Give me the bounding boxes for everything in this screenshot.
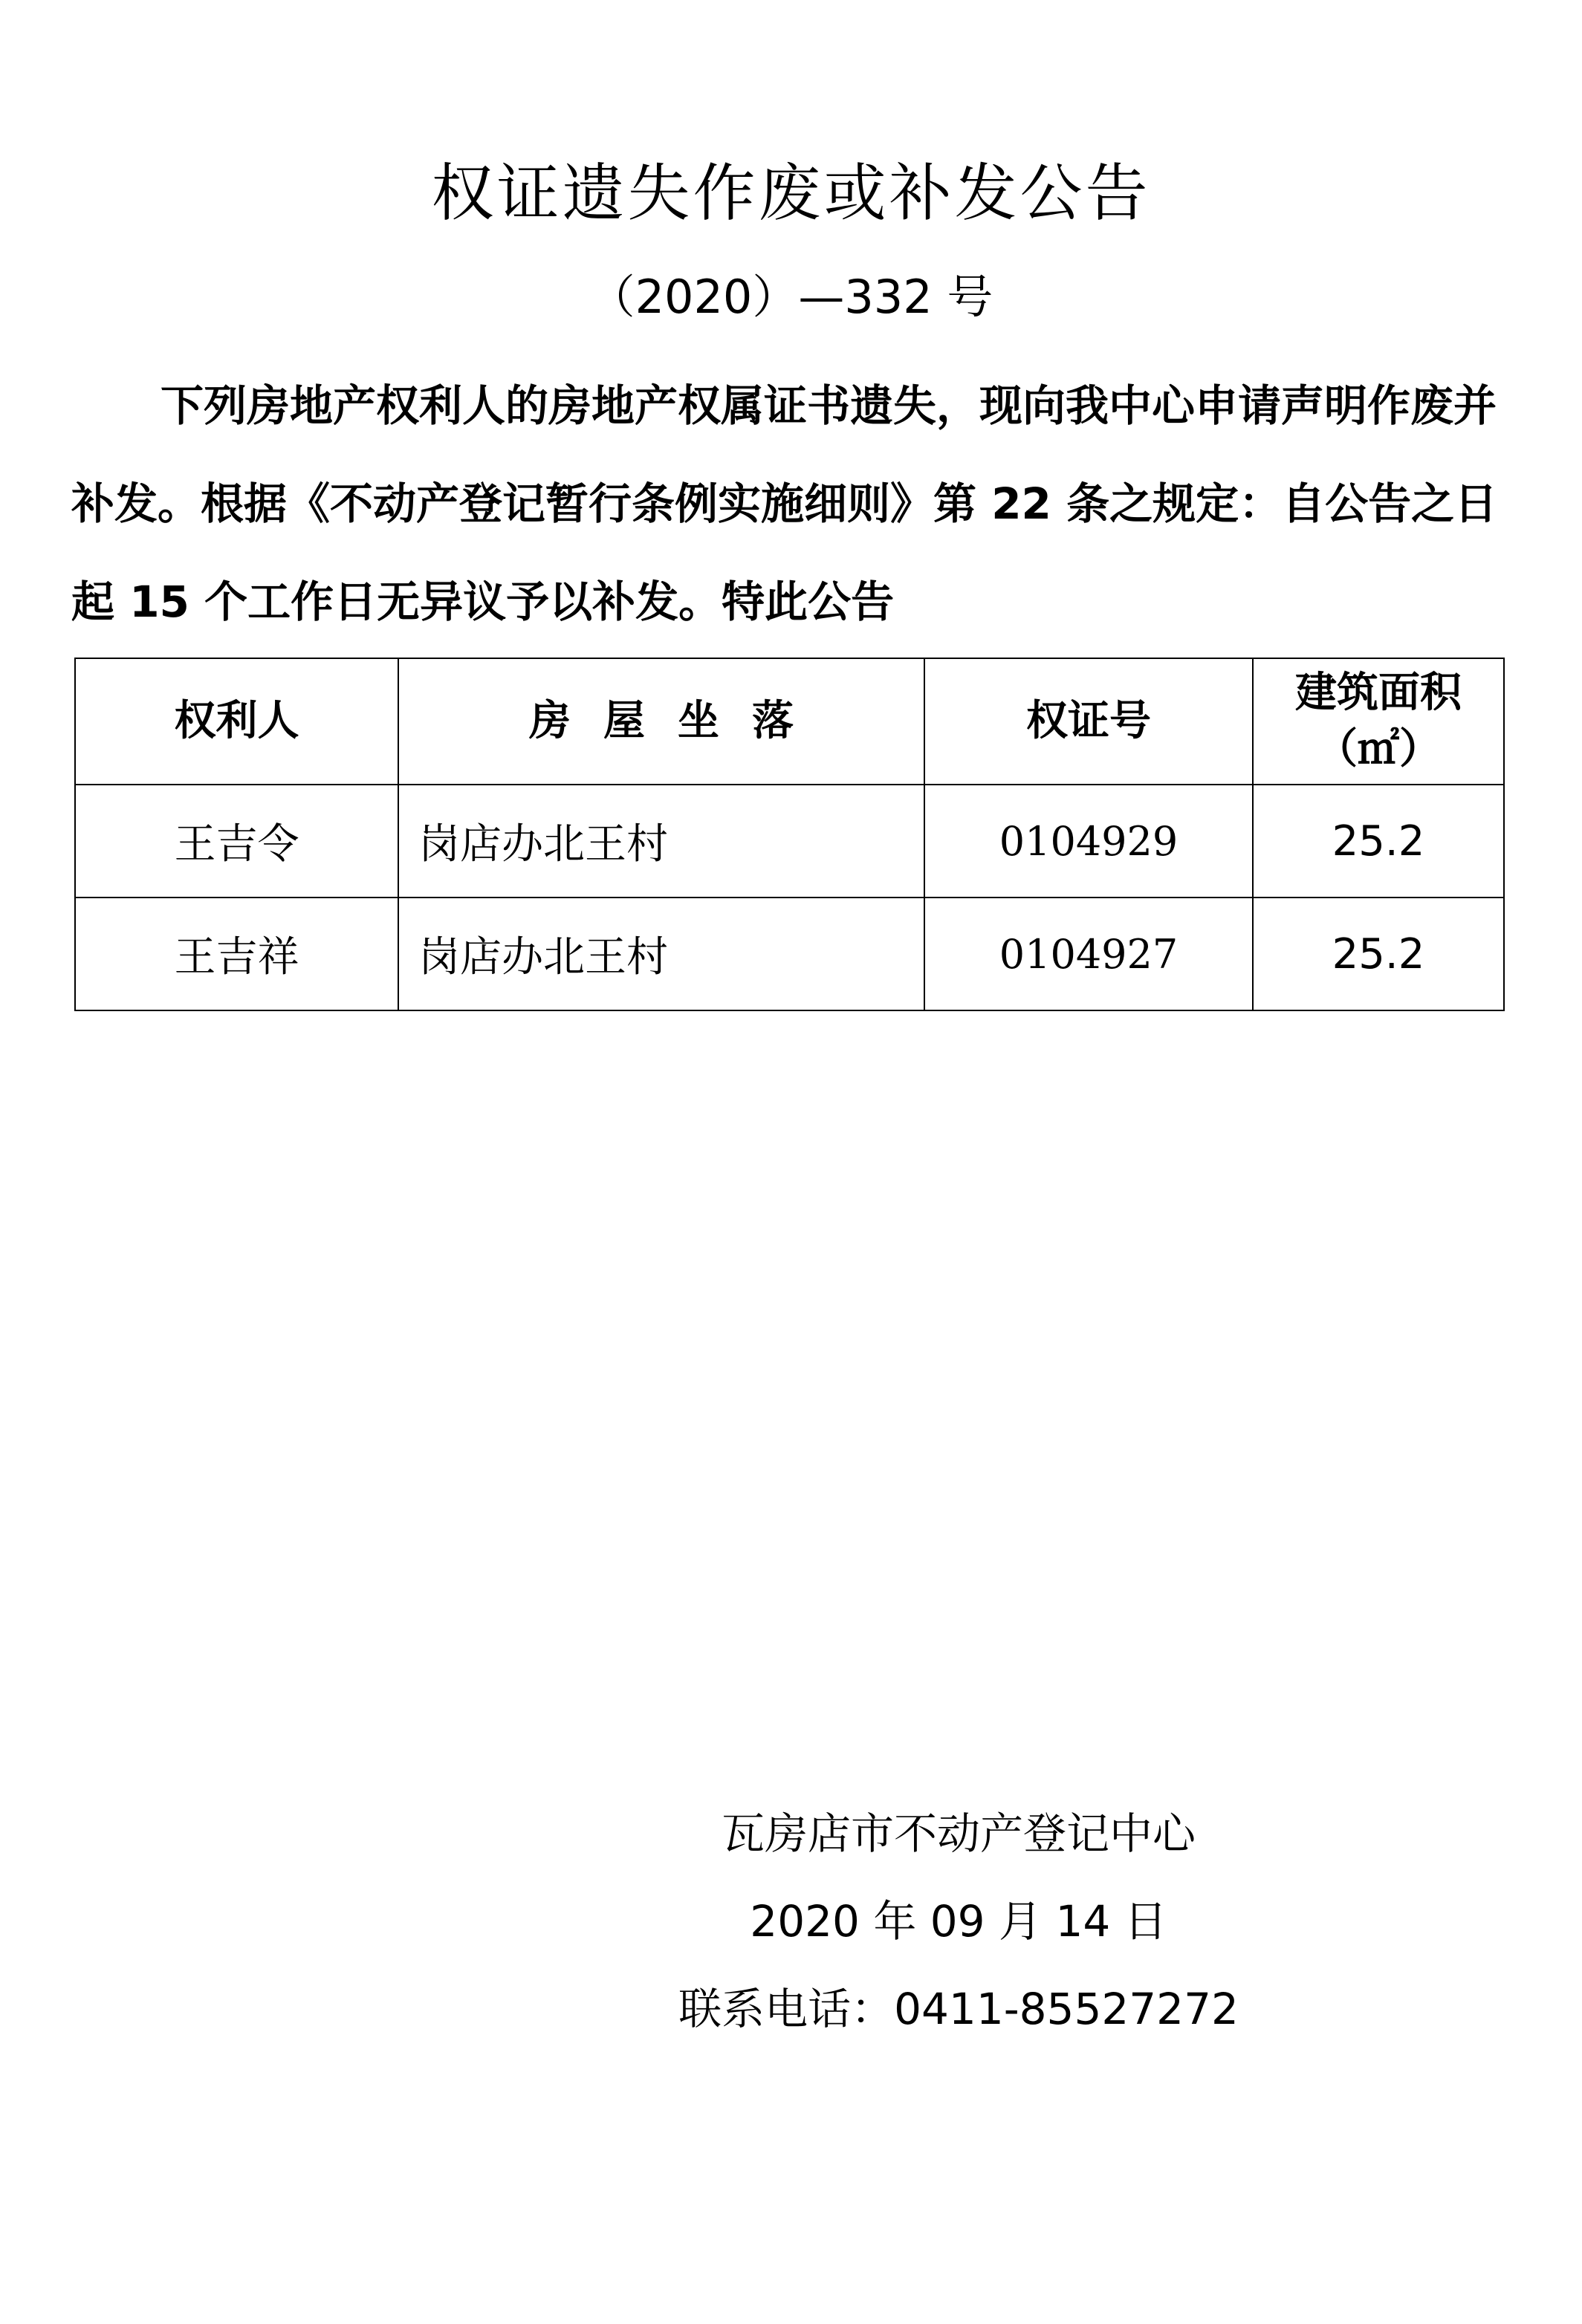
cell-owner: 王吉令 xyxy=(75,785,398,898)
contact-phone: 联系电话：0411-85527272 xyxy=(678,1984,1239,2034)
table-row xyxy=(75,785,1504,898)
header-cert-no: 权证号 xyxy=(924,658,1253,785)
table-header-row xyxy=(75,658,1504,785)
certificate-table xyxy=(74,658,1505,1011)
header-owner: 权利人 xyxy=(75,658,398,785)
cell-cert-no: 0104929 xyxy=(924,785,1253,898)
issuing-organization: 瓦房店市不动产登记中心 xyxy=(721,1808,1196,1859)
cell-cert-no: 0104927 xyxy=(924,898,1253,1010)
header-area-line1: 建筑面积 xyxy=(1295,669,1462,717)
table-row xyxy=(75,898,1504,1010)
cell-location: 岗店办北王村 xyxy=(398,898,924,1010)
issue-date: 2020 年 09 月 14 日 xyxy=(750,1896,1167,1947)
header-area-line2: （㎡） xyxy=(1316,725,1441,773)
cell-area: 25.2 xyxy=(1253,898,1504,1010)
cell-area: 25.2 xyxy=(1253,785,1504,898)
notice-body: 下列房地产权利人的房地产权属证书遗失，现向我中心申请声明作废并补发。根据《不动产登记暂行条例实施细则》第 22 条之规定：自公告之日起 15 个工作日无异议予以补发。特此公告 xyxy=(71,380,1498,627)
document-title: 权证遗失作废或补发公告 xyxy=(431,157,1151,230)
cell-owner: 王吉祥 xyxy=(75,898,398,1010)
header-area xyxy=(1253,658,1504,785)
cell-location: 岗店办北王村 xyxy=(398,785,924,898)
header-location-label: 房屋坐落 xyxy=(529,697,826,745)
header-location xyxy=(398,658,924,785)
document-number: （2020）—332 号 xyxy=(589,270,993,324)
